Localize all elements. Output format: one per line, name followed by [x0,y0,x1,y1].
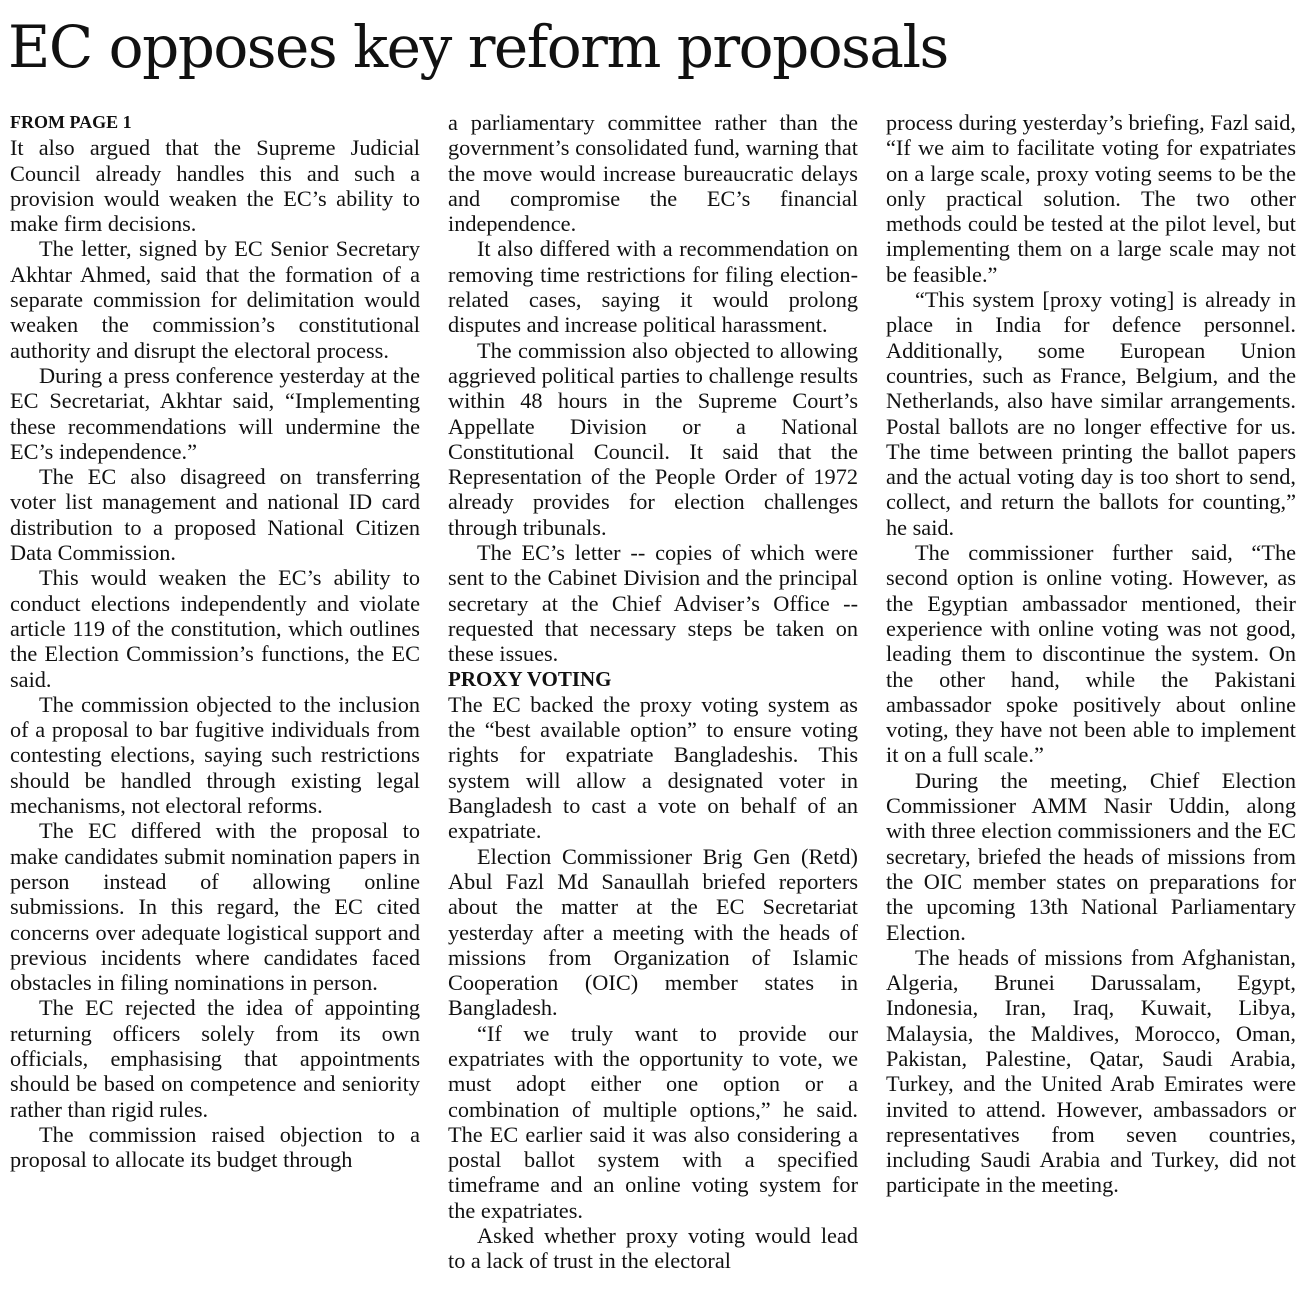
paragraph: “If we truly want to provide our expatriates with the opportunity to vote, we must adopt either one option or a combination of multiple options,” he said. The EC earlier said it was also considering a postal ballot system with a specified timeframe and an online voting system for the expatriates. [448,1020,858,1223]
article-column-3 [886,110,1296,1198]
paragraph: It also differed with a recommendation on removing time restrictions for filing election-related cases, saying it would prolong disputes and increase political harassment. [448,236,858,338]
paragraph: The heads of missions from Afghanistan, Algeria, Brunei Darussalam, Egypt, Indonesia, Iran, Iraq, Kuwait, Libya, Malaysia, the Maldives, Morocco, Oman, Pakistan, Palestine, Qatar, Saudi Arabia, Turkey, and the United Arab Emirates were invited to attend. However, ambassadors or representatives from seven countries, including Saudi Arabia and Turkey, did not participate in the meeting. [886,944,1296,1198]
paragraph: The EC’s letter -- copies of which were sent to the Cabinet Division and the principal secretary at the Chief Adviser’s Office -- requested that necessary steps be taken on these issues. [448,540,858,667]
kicker: FROM PAGE 1 [10,112,132,132]
article-column-1 [10,110,420,1172]
paragraph: The commission objected to the inclusion of a proposal to bar fugitive individuals from contesting elections, saying such restrictions should be handled through existing legal mechanisms, not electoral reforms. [10,691,420,819]
paragraph: During a press conference yesterday at the EC Secretariat, Akhtar said, “Implementing these recommendations will undermine the EC’s independence.” [10,362,420,464]
paragraph: The letter, signed by EC Senior Secretary Akhtar Ahmed, said that the formation of a separate commission for delimitation would weaken the commission’s constitutional authority and disrupt the electoral process. [10,236,420,363]
paragraph: Asked whether proxy voting would lead to a lack of trust in the electoral [448,1223,858,1274]
paragraph: During the meeting, Chief Election Commissioner AMM Nasir Uddin, along with three election commissioners and the EC secretary, briefed the heads of missions from the OIC member states on preparations for the upcoming 13th National Parliamentary Election. [886,767,1296,945]
headline: EC opposes key reform proposals [8,13,948,81]
paragraph: This would weaken the EC’s ability to conduct elections independently and violate article 119 of the constitution, which outlines the Election Commission’s functions, the EC said. [10,565,420,692]
paragraph: It also argued that the Supreme Judicial Council already handles this and such a provision would weaken the EC’s ability to make firm decisions. [10,135,420,237]
subhead: PROXY VOTING [448,666,612,691]
paragraph: process during yesterday’s briefing, Fazl said, “If we aim to facilitate voting for expatriates on a large scale, proxy voting seems to be the only practical solution. The two other methods could be tested at the pilot level, but implementing them on a large scale may not be feasible.” [886,110,1296,287]
paragraph: The EC also disagreed on transferring voter list management and national ID card distribution to a proposed National Citizen Data Commission. [10,464,420,566]
paragraph: The EC backed the proxy voting system as the “best available option” to ensure voting rights for expatriate Bangladeshis. This system will allow a designated voter in Bangladesh to cast a vote on behalf of an expatriate. [448,691,858,844]
paragraph: The EC rejected the idea of appointing returning officers solely from its own officials, emphasising that appointments should be based on competence and seniority rather than rigid rules. [10,995,420,1122]
paragraph: Election Commissioner Brig Gen (Retd) Abul Fazl Md Sanaullah briefed reporters about the matter at the EC Secretariat yesterday after a meeting with the heads of missions from Organization of Islamic Cooperation (OIC) member states in Bangladesh. [448,843,858,1021]
paragraph: “This system [proxy voting] is already in place in India for defence personnel. Additionally, some European Union countries, such as France, Belgium, and the Netherlands, also have similar arrangements. Postal ballots are no longer effective for us. The time between printing the ballot papers and the actual voting day is too short to send, collect, and return the ballots for counting,” he said. [886,287,1296,540]
paragraph: The EC differed with the proposal to make candidates submit nomination papers in person instead of allowing online submissions. In this regard, the EC cited concerns over adequate logistical support and previous incidents where candidates faced obstacles in filing nominations in person. [10,818,420,996]
article-column-2 [448,110,858,1274]
paragraph: The commissioner further said, “The second option is online voting. However, as the Egyptian ambassador mentioned, their experience with online voting was not good, leading them to discontinue the system. On the other hand, while the Pakistani ambassador spoke positively about online voting, they have not been able to implement it on a full scale.” [886,540,1296,768]
paragraph: The commission also objected to allowing aggrieved political parties to challenge results within 48 hours in the Supreme Court’s Appellate Division or a National Constitutional Council. It said that the Representation of the People Order of 1972 already provides for election challenges through tribunals. [448,337,858,540]
paragraph: The commission raised objection to a proposal to allocate its budget through [10,1121,420,1173]
paragraph: a parliamentary committee rather than the government’s consolidated fund, warning that the move would increase bureaucratic delays and compromise the EC’s financial independence. [448,110,858,237]
